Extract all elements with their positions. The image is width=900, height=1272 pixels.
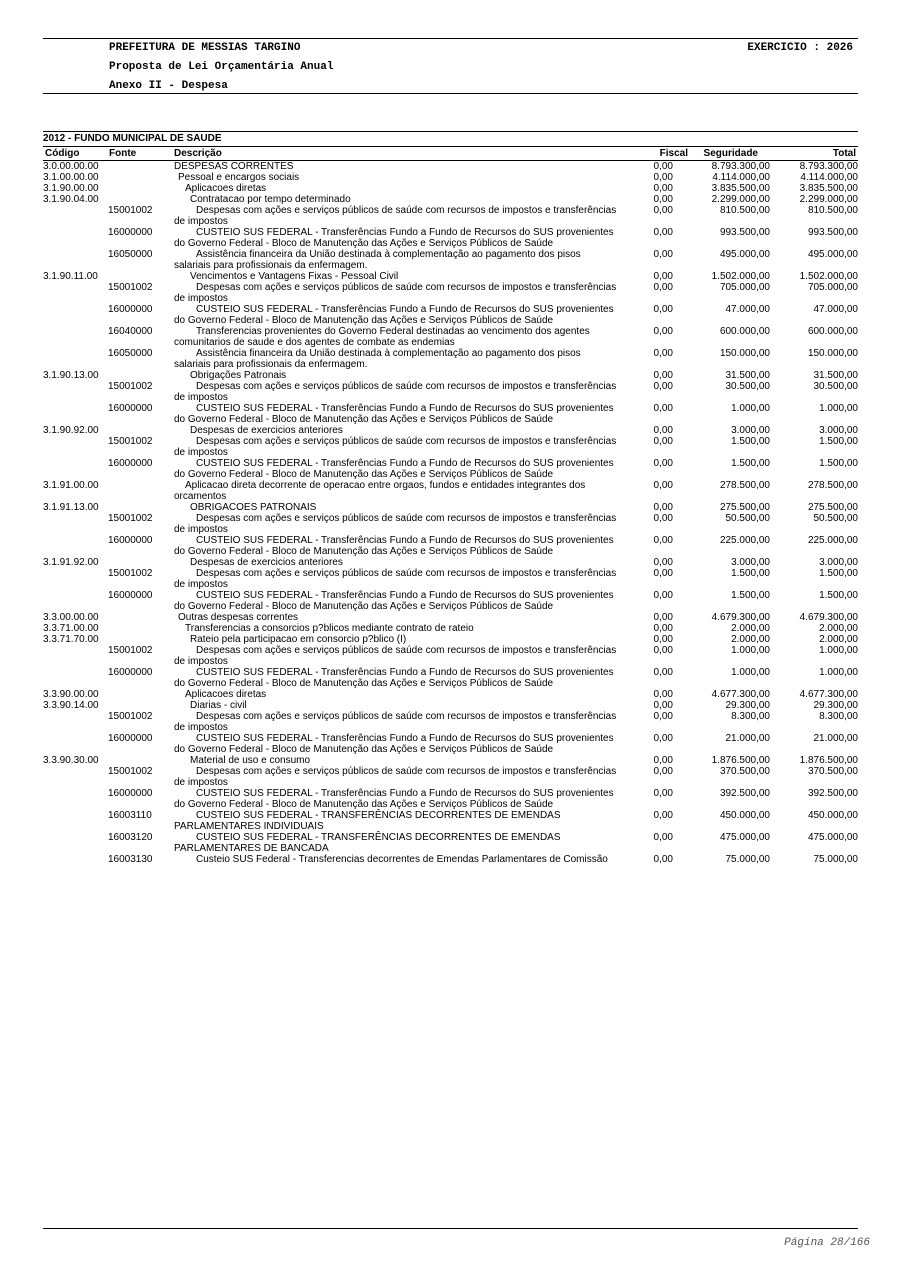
cell-descricao: Vencimentos e Vantagens Fixas - Pessoal Civil bbox=[190, 271, 399, 282]
cell-fiscal: 0,00 bbox=[653, 755, 673, 766]
table-row bbox=[43, 161, 858, 172]
table-row bbox=[43, 766, 858, 788]
cell-seguridade: 1.876.500,00 bbox=[711, 755, 770, 766]
cell-total: 3.000,00 bbox=[819, 557, 858, 568]
cell-total: 225.000,00 bbox=[807, 535, 858, 546]
cell-total: 1.502.000,00 bbox=[799, 271, 858, 282]
cell-descricao: Diarias - civil bbox=[190, 700, 247, 711]
table-row bbox=[43, 183, 858, 194]
cell-fiscal: 0,00 bbox=[653, 689, 673, 700]
cell-fonte: 16040000 bbox=[108, 326, 153, 337]
cell-total: 810.500,00 bbox=[807, 205, 858, 216]
cell-total: 31.500,00 bbox=[813, 370, 858, 381]
expense-table bbox=[43, 161, 858, 865]
cell-codigo bbox=[43, 832, 108, 854]
cell-descricao: CUSTEIO SUS FEDERAL - TRANSFERÊNCIAS DECORRENTES DE EMENDAS PARLAMENTARES INDIVIDUAIS bbox=[174, 810, 561, 832]
cell-fonte bbox=[108, 700, 174, 711]
cell-seguridade: 1.500,00 bbox=[731, 568, 770, 579]
cell-seguridade: 275.500,00 bbox=[719, 502, 770, 513]
cell-fonte: 15001002 bbox=[108, 282, 153, 293]
table-row bbox=[43, 436, 858, 458]
cell-fiscal: 0,00 bbox=[653, 480, 673, 491]
table-row bbox=[43, 634, 858, 645]
table-row bbox=[43, 590, 858, 612]
cell-total: 600.000,00 bbox=[807, 326, 858, 337]
cell-fonte: 15001002 bbox=[108, 568, 153, 579]
cell-fonte: 15001002 bbox=[108, 205, 153, 216]
cell-codigo bbox=[43, 513, 108, 535]
cell-total: 1.000,00 bbox=[819, 403, 858, 414]
section-top-rule bbox=[43, 131, 858, 132]
cell-total: 2.000,00 bbox=[819, 623, 858, 634]
cell-codigo bbox=[43, 733, 108, 755]
annex-title: Anexo II - Despesa bbox=[109, 80, 228, 92]
footer-rule bbox=[43, 1228, 858, 1229]
cell-fiscal: 0,00 bbox=[653, 700, 673, 711]
cell-fonte: 16000000 bbox=[108, 403, 153, 414]
cell-fiscal: 0,00 bbox=[653, 623, 673, 634]
cell-descricao: CUSTEIO SUS FEDERAL - Transferências Fundo a Fundo de Recursos do SUS provenientes do Governo Federal - Bloco de Manutenção das Ações e Serviços Públicos de Saúde bbox=[174, 733, 614, 755]
table-row bbox=[43, 788, 858, 810]
cell-total: 1.000,00 bbox=[819, 667, 858, 678]
cell-total: 278.500,00 bbox=[807, 480, 858, 491]
table-row bbox=[43, 381, 858, 403]
cell-descricao: CUSTEIO SUS FEDERAL - Transferências Fundo a Fundo de Recursos do SUS provenientes do Governo Federal - Bloco de Manutenção das Ações e Serviços Públicos de Saúde bbox=[174, 535, 614, 557]
cell-fiscal: 0,00 bbox=[653, 381, 673, 392]
cell-fiscal: 0,00 bbox=[653, 183, 673, 194]
cell-descricao: Aplicacao direta decorrente de operacao entre orgaos, fundos e entidades integrantes dos orcamentos bbox=[174, 480, 586, 502]
cell-total: 705.000,00 bbox=[807, 282, 858, 293]
table-row bbox=[43, 645, 858, 667]
cell-total: 47.000,00 bbox=[813, 304, 858, 315]
cell-seguridade: 1.000,00 bbox=[731, 645, 770, 656]
cell-descricao: Despesas de exercicios anteriores bbox=[190, 557, 343, 568]
cell-fiscal: 0,00 bbox=[653, 502, 673, 513]
cell-total: 4.679.300,00 bbox=[799, 612, 858, 623]
cell-fiscal: 0,00 bbox=[653, 832, 673, 843]
table-row bbox=[43, 348, 858, 370]
cell-codigo bbox=[43, 304, 108, 326]
cell-codigo: 3.1.91.00.00 bbox=[43, 480, 99, 491]
cell-codigo: 3.1.90.13.00 bbox=[43, 370, 99, 381]
cell-fonte bbox=[108, 370, 174, 381]
table-row bbox=[43, 205, 858, 227]
cell-seguridade: 3.835.500,00 bbox=[711, 183, 770, 194]
col-descricao: Descrição bbox=[174, 148, 222, 159]
cell-fiscal: 0,00 bbox=[653, 370, 673, 381]
cell-fiscal: 0,00 bbox=[653, 711, 673, 722]
table-row bbox=[43, 832, 858, 854]
cell-seguridade: 993.500,00 bbox=[719, 227, 770, 238]
cell-descricao: Contratacao por tempo determinado bbox=[190, 194, 351, 205]
cell-codigo: 3.3.00.00.00 bbox=[43, 612, 99, 623]
cell-seguridade: 450.000,00 bbox=[719, 810, 770, 821]
cell-seguridade: 150.000,00 bbox=[719, 348, 770, 359]
cell-descricao: Assistência financeira da União destinada à complementação ao pagamento dos pisos salariais para profissionais da enfermagem. bbox=[174, 348, 581, 370]
table-row bbox=[43, 513, 858, 535]
cell-fonte: 16000000 bbox=[108, 227, 153, 238]
cell-fonte: 16000000 bbox=[108, 788, 153, 799]
cell-descricao: Despesas de exercicios anteriores bbox=[190, 425, 343, 436]
cell-fiscal: 0,00 bbox=[653, 645, 673, 656]
cell-fiscal: 0,00 bbox=[653, 326, 673, 337]
cell-fonte bbox=[108, 755, 174, 766]
cell-descricao: CUSTEIO SUS FEDERAL - Transferências Fundo a Fundo de Recursos do SUS provenientes do Governo Federal - Bloco de Manutenção das Ações e Serviços Públicos de Saúde bbox=[174, 304, 614, 326]
cell-fonte bbox=[108, 271, 174, 282]
cell-descricao: Despesas com ações e serviços públicos de saúde com recursos de impostos e transferências de impostos bbox=[174, 711, 617, 733]
cell-descricao: CUSTEIO SUS FEDERAL - Transferências Fundo a Fundo de Recursos do SUS provenientes do Governo Federal - Bloco de Manutenção das Ações e Serviços Públicos de Saúde bbox=[174, 403, 614, 425]
cell-seguridade: 810.500,00 bbox=[719, 205, 770, 216]
cell-descricao: Aplicacoes diretas bbox=[185, 183, 267, 194]
cell-descricao: CUSTEIO SUS FEDERAL - Transferências Fundo a Fundo de Recursos do SUS provenientes do Governo Federal - Bloco de Manutenção das Ações e Serviços Públicos de Saúde bbox=[174, 458, 614, 480]
table-row bbox=[43, 733, 858, 755]
cell-fiscal: 0,00 bbox=[653, 227, 673, 238]
table-row bbox=[43, 535, 858, 557]
cell-fonte bbox=[108, 689, 174, 700]
cell-seguridade: 1.500,00 bbox=[731, 436, 770, 447]
cell-fiscal: 0,00 bbox=[653, 436, 673, 447]
cell-fiscal: 0,00 bbox=[653, 590, 673, 601]
cell-seguridade: 495.000,00 bbox=[719, 249, 770, 260]
cell-fonte bbox=[108, 194, 174, 205]
cell-descricao: Transferencias provenientes do Governo Federal destinadas ao vencimento dos agentes comunitarios de saude e dos agentes de combate as endemias bbox=[174, 326, 590, 348]
table-row bbox=[43, 172, 858, 183]
cell-seguridade: 370.500,00 bbox=[719, 766, 770, 777]
cell-descricao: Despesas com ações e serviços públicos de saúde com recursos de impostos e transferências de impostos bbox=[174, 766, 617, 788]
cell-fiscal: 0,00 bbox=[653, 788, 673, 799]
cell-fonte: 16003120 bbox=[108, 832, 153, 843]
cell-total: 1.500,00 bbox=[819, 590, 858, 601]
cell-codigo: 3.3.90.14.00 bbox=[43, 700, 99, 711]
cell-total: 275.500,00 bbox=[807, 502, 858, 513]
cell-seguridade: 21.000,00 bbox=[725, 733, 770, 744]
cell-fonte: 16000000 bbox=[108, 733, 153, 744]
cell-total: 1.000,00 bbox=[819, 645, 858, 656]
table-row bbox=[43, 425, 858, 436]
cell-codigo bbox=[43, 205, 108, 227]
cell-total: 8.300,00 bbox=[819, 711, 858, 722]
cell-fiscal: 0,00 bbox=[653, 535, 673, 546]
cell-total: 370.500,00 bbox=[807, 766, 858, 777]
cell-descricao: Transferencias a consorcios p?blicos mediante contrato de rateio bbox=[185, 623, 474, 634]
cell-fonte: 16003110 bbox=[108, 810, 152, 821]
cell-fonte bbox=[108, 502, 174, 513]
cell-descricao: Despesas com ações e serviços públicos de saúde com recursos de impostos e transferências de impostos bbox=[174, 645, 617, 667]
cell-codigo bbox=[43, 788, 108, 810]
cell-seguridade: 2.000,00 bbox=[731, 634, 770, 645]
cell-descricao: Despesas com ações e serviços públicos de saúde com recursos de impostos e transferências de impostos bbox=[174, 436, 617, 458]
cell-fonte: 16000000 bbox=[108, 590, 153, 601]
cell-descricao: CUSTEIO SUS FEDERAL - Transferências Fundo a Fundo de Recursos do SUS provenientes do Governo Federal - Bloco de Manutenção das Ações e Serviços Públicos de Saúde bbox=[174, 227, 614, 249]
cell-seguridade: 475.000,00 bbox=[719, 832, 770, 843]
cell-codigo bbox=[43, 282, 108, 304]
cell-fiscal: 0,00 bbox=[653, 854, 673, 865]
cell-seguridade: 4.114.000,00 bbox=[712, 172, 770, 183]
cell-total: 1.500,00 bbox=[819, 568, 858, 579]
cell-codigo: 3.1.90.11.00 bbox=[43, 271, 98, 282]
cell-seguridade: 225.000,00 bbox=[719, 535, 770, 546]
cell-total: 30.500,00 bbox=[813, 381, 858, 392]
cell-descricao: Outras despesas correntes bbox=[178, 612, 299, 623]
header-top-rule bbox=[43, 38, 858, 39]
cell-seguridade: 75.000,00 bbox=[725, 854, 770, 865]
cell-codigo: 3.1.90.00.00 bbox=[43, 183, 99, 194]
cell-fiscal: 0,00 bbox=[653, 458, 673, 469]
cell-total: 4.677.300,00 bbox=[799, 689, 858, 700]
expense-table-body bbox=[43, 161, 858, 865]
cell-seguridade: 1.500,00 bbox=[731, 590, 770, 601]
cell-total: 392.500,00 bbox=[807, 788, 858, 799]
table-row bbox=[43, 304, 858, 326]
cell-codigo: 3.3.90.00.00 bbox=[43, 689, 99, 700]
table-row bbox=[43, 700, 858, 711]
document-subtitle: Proposta de Lei Orçamentária Anual bbox=[109, 61, 334, 73]
table-row bbox=[43, 403, 858, 425]
cell-fiscal: 0,00 bbox=[653, 304, 673, 315]
table-row bbox=[43, 667, 858, 689]
cell-codigo bbox=[43, 535, 108, 557]
cell-seguridade: 8.300,00 bbox=[731, 711, 770, 722]
cell-codigo bbox=[43, 568, 108, 590]
cell-total: 50.500,00 bbox=[813, 513, 858, 524]
table-row bbox=[43, 502, 858, 513]
cell-descricao: DESPESAS CORRENTES bbox=[174, 161, 294, 172]
cell-seguridade: 47.000,00 bbox=[725, 304, 770, 315]
col-fiscal: Fiscal bbox=[659, 148, 688, 159]
cell-seguridade: 1.500,00 bbox=[731, 458, 770, 469]
cell-seguridade: 278.500,00 bbox=[719, 480, 770, 491]
cell-fiscal: 0,00 bbox=[653, 513, 673, 524]
cell-fonte bbox=[108, 623, 174, 634]
table-row bbox=[43, 612, 858, 623]
table-row bbox=[43, 282, 858, 304]
col-codigo: Código bbox=[45, 148, 80, 159]
cell-total: 150.000,00 bbox=[807, 348, 858, 359]
cell-total: 8.793.300,00 bbox=[799, 161, 858, 172]
table-row bbox=[43, 271, 858, 282]
cell-total: 1.500,00 bbox=[819, 436, 858, 447]
cell-codigo bbox=[43, 381, 108, 403]
cell-seguridade: 30.500,00 bbox=[725, 381, 770, 392]
table-row bbox=[43, 194, 858, 205]
cell-codigo: 3.1.91.13.00 bbox=[43, 502, 99, 513]
cell-fonte bbox=[108, 480, 174, 502]
cell-descricao: Despesas com ações e serviços públicos de saúde com recursos de impostos e transferências de impostos bbox=[174, 568, 617, 590]
table-row bbox=[43, 854, 858, 865]
cell-total: 2.299.000,00 bbox=[799, 194, 858, 205]
cell-fonte: 15001002 bbox=[108, 513, 153, 524]
cell-seguridade: 4.679.300,00 bbox=[711, 612, 770, 623]
cell-codigo bbox=[43, 227, 108, 249]
cell-seguridade: 29.300,00 bbox=[725, 700, 770, 711]
cell-total: 1.500,00 bbox=[819, 458, 858, 469]
cell-descricao: Rateio pela participacao em consorcio p?blico (I) bbox=[190, 634, 407, 645]
cell-seguridade: 3.000,00 bbox=[731, 425, 770, 436]
cell-total: 21.000,00 bbox=[813, 733, 858, 744]
table-row bbox=[43, 458, 858, 480]
cell-fiscal: 0,00 bbox=[653, 271, 673, 282]
cell-seguridade: 2.299.000,00 bbox=[711, 194, 770, 205]
table-row bbox=[43, 227, 858, 249]
cell-fiscal: 0,00 bbox=[653, 282, 673, 293]
cell-total: 475.000,00 bbox=[807, 832, 858, 843]
cell-fonte bbox=[108, 612, 174, 623]
cell-descricao: Aplicacoes diretas bbox=[185, 689, 267, 700]
cell-fonte: 15001002 bbox=[108, 381, 153, 392]
cell-fonte bbox=[108, 425, 174, 436]
cell-codigo bbox=[43, 810, 108, 832]
cell-descricao: Despesas com ações e serviços públicos de saúde com recursos de impostos e transferências de impostos bbox=[174, 381, 617, 403]
cell-codigo: 3.3.71.00.00 bbox=[43, 623, 99, 634]
cell-total: 993.500,00 bbox=[807, 227, 858, 238]
cell-fiscal: 0,00 bbox=[653, 766, 673, 777]
cell-fonte: 16000000 bbox=[108, 535, 153, 546]
cell-fonte: 15001002 bbox=[108, 645, 153, 656]
cell-seguridade: 600.000,00 bbox=[719, 326, 770, 337]
cell-fiscal: 0,00 bbox=[653, 425, 673, 436]
cell-descricao: CUSTEIO SUS FEDERAL - Transferências Fundo a Fundo de Recursos do SUS provenientes do Governo Federal - Bloco de Manutenção das Ações e Serviços Públicos de Saúde bbox=[174, 667, 614, 689]
cell-fonte bbox=[108, 557, 174, 568]
cell-seguridade: 8.793.300,00 bbox=[711, 161, 770, 172]
cell-fiscal: 0,00 bbox=[653, 634, 673, 645]
cell-fiscal: 0,00 bbox=[653, 667, 673, 678]
cell-seguridade: 392.500,00 bbox=[719, 788, 770, 799]
cell-fonte: 16050000 bbox=[108, 348, 153, 359]
cell-total: 450.000,00 bbox=[807, 810, 858, 821]
cell-descricao: CUSTEIO SUS FEDERAL - TRANSFERÊNCIAS DECORRENTES DE EMENDAS PARLAMENTARES DE BANCADA bbox=[174, 832, 561, 854]
table-row bbox=[43, 755, 858, 766]
cell-fonte: 15001002 bbox=[108, 436, 153, 447]
cell-seguridade: 31.500,00 bbox=[725, 370, 770, 381]
table-row bbox=[43, 557, 858, 568]
cell-fiscal: 0,00 bbox=[653, 733, 673, 744]
page-number: Página 28/166 bbox=[784, 1237, 870, 1249]
table-row bbox=[43, 249, 858, 271]
cell-fonte: 16000000 bbox=[108, 304, 153, 315]
cell-fonte: 16050000 bbox=[108, 249, 153, 260]
cell-fonte: 16000000 bbox=[108, 667, 153, 678]
cell-seguridade: 4.677.300,00 bbox=[711, 689, 770, 700]
header-bottom-rule bbox=[43, 93, 858, 94]
cell-codigo bbox=[43, 667, 108, 689]
cell-codigo: 3.3.90.30.00 bbox=[43, 755, 99, 766]
cell-fiscal: 0,00 bbox=[653, 557, 673, 568]
cell-descricao: Despesas com ações e serviços públicos de saúde com recursos de impostos e transferências de impostos bbox=[174, 513, 617, 535]
cell-seguridade: 3.000,00 bbox=[731, 557, 770, 568]
cell-codigo bbox=[43, 854, 108, 865]
cell-descricao: Material de uso e consumo bbox=[190, 755, 311, 766]
table-row bbox=[43, 480, 858, 502]
cell-descricao: Pessoal e encargos sociais bbox=[178, 172, 300, 183]
cell-codigo: 3.1.90.92.00 bbox=[43, 425, 99, 436]
cell-descricao: Custeio SUS Federal - Transferencias decorrentes de Emendas Parlamentares de Comissão bbox=[196, 854, 608, 865]
cell-codigo: 3.3.71.70.00 bbox=[43, 634, 99, 645]
cell-fiscal: 0,00 bbox=[653, 568, 673, 579]
cell-codigo bbox=[43, 348, 108, 370]
cell-codigo bbox=[43, 249, 108, 271]
col-total: Total bbox=[832, 148, 856, 159]
cell-fonte: 16000000 bbox=[108, 458, 153, 469]
cell-total: 2.000,00 bbox=[819, 634, 858, 645]
cell-descricao: OBRIGACOES PATRONAIS bbox=[190, 502, 317, 513]
cell-total: 3.000,00 bbox=[819, 425, 858, 436]
cell-fiscal: 0,00 bbox=[653, 205, 673, 216]
cell-seguridade: 50.500,00 bbox=[725, 513, 770, 524]
section-title: 2012 - FUNDO MUNICIPAL DE SAUDE bbox=[43, 133, 222, 144]
table-row bbox=[43, 370, 858, 381]
cell-seguridade: 1.502.000,00 bbox=[711, 271, 770, 282]
cell-fonte bbox=[108, 634, 174, 645]
cell-codigo: 3.1.90.04.00 bbox=[43, 194, 99, 205]
cell-fonte bbox=[108, 172, 174, 183]
cell-fiscal: 0,00 bbox=[653, 194, 673, 205]
cell-seguridade: 1.000,00 bbox=[731, 667, 770, 678]
cell-codigo bbox=[43, 645, 108, 667]
cell-codigo bbox=[43, 766, 108, 788]
cell-descricao: Despesas com ações e serviços públicos de saúde com recursos de impostos e transferências de impostos bbox=[174, 205, 617, 227]
cell-descricao: Obrigações Patronais bbox=[190, 370, 287, 381]
entity-name: PREFEITURA DE MESSIAS TARGINO bbox=[109, 42, 301, 54]
table-row bbox=[43, 326, 858, 348]
table-row bbox=[43, 623, 858, 634]
table-row bbox=[43, 810, 858, 832]
cell-total: 29.300,00 bbox=[813, 700, 858, 711]
cell-seguridade: 1.000,00 bbox=[731, 403, 770, 414]
cell-codigo: 3.1.91.92.00 bbox=[43, 557, 99, 568]
cell-fonte: 15001002 bbox=[108, 711, 153, 722]
cell-codigo bbox=[43, 458, 108, 480]
cell-descricao: Assistência financeira da União destinada à complementação ao pagamento dos pisos salariais para profissionais da enfermagem. bbox=[174, 249, 581, 271]
cell-total: 495.000,00 bbox=[807, 249, 858, 260]
cell-total: 1.876.500,00 bbox=[799, 755, 858, 766]
cell-total: 4.114.000,00 bbox=[800, 172, 858, 183]
column-headers bbox=[43, 147, 858, 161]
cell-fiscal: 0,00 bbox=[653, 403, 673, 414]
cell-fonte: 16003130 bbox=[108, 854, 153, 865]
cell-fiscal: 0,00 bbox=[653, 810, 673, 821]
col-fonte: Fonte bbox=[109, 148, 137, 159]
cell-descricao: CUSTEIO SUS FEDERAL - Transferências Fundo a Fundo de Recursos do SUS provenientes do Governo Federal - Bloco de Manutenção das Ações e Serviços Públicos de Saúde bbox=[174, 788, 614, 810]
cell-fiscal: 0,00 bbox=[653, 249, 673, 260]
col-seguridade: Seguridade bbox=[703, 148, 758, 159]
cell-descricao: Despesas com ações e serviços públicos de saúde com recursos de impostos e transferências de impostos bbox=[174, 282, 617, 304]
cell-codigo bbox=[43, 590, 108, 612]
cell-fiscal: 0,00 bbox=[653, 172, 673, 183]
cell-seguridade: 2.000,00 bbox=[731, 623, 770, 634]
cell-seguridade: 705.000,00 bbox=[719, 282, 770, 293]
table-row bbox=[43, 568, 858, 590]
table-row bbox=[43, 689, 858, 700]
cell-total: 3.835.500,00 bbox=[799, 183, 858, 194]
cell-codigo bbox=[43, 711, 108, 733]
cell-codigo: 3.1.00.00.00 bbox=[43, 172, 99, 183]
exercicio-label: EXERCICIO : 2026 bbox=[747, 42, 853, 54]
cell-fiscal: 0,00 bbox=[653, 348, 673, 359]
cell-fiscal: 0,00 bbox=[653, 612, 673, 623]
cell-fonte bbox=[108, 183, 174, 194]
cell-fonte: 15001002 bbox=[108, 766, 153, 777]
cell-fonte bbox=[108, 161, 174, 172]
cell-fiscal: 0,00 bbox=[653, 161, 673, 172]
cell-total: 75.000,00 bbox=[813, 854, 858, 865]
cell-codigo bbox=[43, 403, 108, 425]
cell-codigo: 3.0.00.00.00 bbox=[43, 161, 99, 172]
cell-descricao: CUSTEIO SUS FEDERAL - Transferências Fundo a Fundo de Recursos do SUS provenientes do Governo Federal - Bloco de Manutenção das Ações e Serviços Públicos de Saúde bbox=[174, 590, 614, 612]
cell-codigo bbox=[43, 436, 108, 458]
cell-codigo bbox=[43, 326, 108, 348]
table-row bbox=[43, 711, 858, 733]
